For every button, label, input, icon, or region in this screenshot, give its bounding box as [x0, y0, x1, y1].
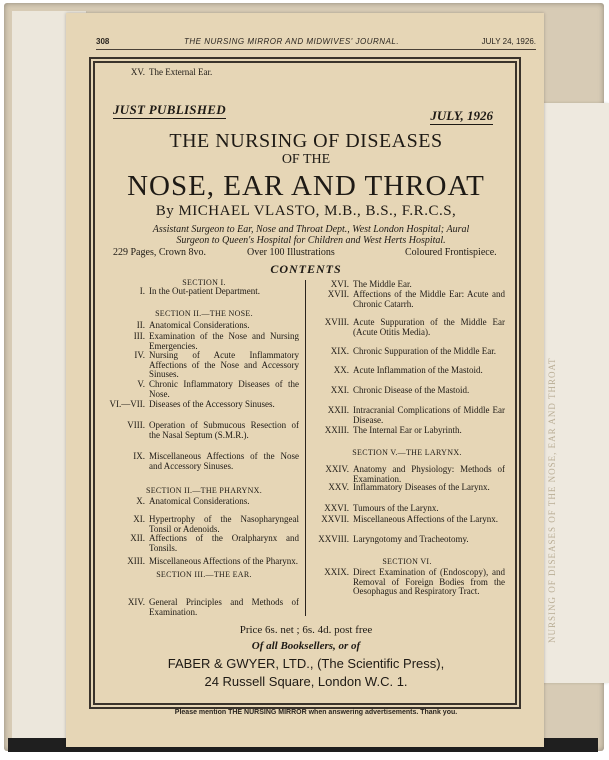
contents-entry	[309, 483, 505, 502]
contents-chapter-title: Intracranial Complications of Middle Ear Disease.	[353, 405, 505, 425]
contents-chapter-title: Inflammatory Diseases of the Larynx.	[353, 482, 490, 492]
contents-entry	[109, 68, 299, 78]
contents-entry	[109, 452, 299, 481]
contents-heading: CONTENTS	[270, 262, 342, 276]
contents-chapter-title: Nursing of Acute Inflammatory Affections of the Nose and Accessory Sinuses.	[149, 350, 299, 380]
contents-section-heading: SECTION VI.	[382, 557, 432, 566]
contents-section-heading: SECTION II.—THE NOSE.	[155, 309, 253, 318]
contents-chapter-number: I.	[139, 286, 145, 296]
side-slip	[537, 103, 609, 683]
contents-entry	[109, 287, 299, 306]
contents-section-heading: SECTION II.—THE PHARYNX.	[145, 486, 263, 495]
contents-chapter-title: Miscellaneous Affections of the Nose and Accessory Sinuses.	[149, 451, 299, 471]
contents-chapter-number: XXIII.	[324, 425, 349, 435]
contents-entry	[309, 406, 505, 425]
contents-chapter-title: Chronic Inflammatory Diseases of the Nose.	[149, 379, 299, 399]
author-description-line-2: Surgeon to Queen's Hospital for Children and West Herts Hospital.	[176, 235, 446, 246]
contents-chapter-title: Hypertrophy of the Nasopharyngeal Tonsil or Adenoids.	[149, 514, 299, 534]
page-number: 308	[96, 37, 110, 46]
contents-chapter-title: Miscellaneous Affections of the Pharynx.	[149, 556, 299, 566]
journal-date: JULY 24, 1926.	[481, 37, 536, 46]
contents-chapter-number: III.	[133, 331, 145, 341]
contents-entry	[109, 332, 299, 351]
contents-chapter-title: The Internal Ear or Labyrinth.	[353, 425, 462, 435]
advertisement-clipping	[66, 13, 544, 747]
contents-chapter-title: Diseases of the Accessory Sinuses.	[149, 399, 275, 409]
contents-chapter-title: In the Out-patient Department.	[149, 286, 260, 296]
contents-chapter-title: Affections of the Middle Ear: Acute and Chronic Catarrh.	[353, 289, 505, 309]
contents-entry	[109, 321, 299, 331]
contents-chapter-number: XXII.	[327, 405, 349, 415]
contents-entry	[109, 421, 299, 450]
contents-chapter-title: Affections of the Oralpharynx and Tonsils.	[149, 533, 299, 553]
contents-chapter-title: The External Ear.	[149, 67, 213, 77]
contents-entry	[109, 515, 299, 534]
contents-section-heading: SECTION III.—THE EAR.	[156, 570, 252, 579]
contents-section-heading: SECTION V.—THE LARYNX.	[352, 448, 462, 457]
contents-chapter-title: Anatomical Considerations.	[149, 320, 250, 330]
contents-chapter-number: XXI.	[330, 385, 349, 395]
contents-entry	[109, 598, 299, 617]
contents-chapter-number: IV.	[134, 350, 145, 360]
contents-chapter-number: XVI.	[330, 279, 349, 289]
contents-chapter-title: Acute Inflammation of the Mastoid.	[353, 365, 483, 375]
contents-chapter-title: Chronic Disease of the Mastoid.	[353, 385, 470, 395]
author-description	[141, 224, 481, 246]
contents-chapter-number: XXVII.	[321, 514, 349, 524]
contents-chapter-number: VI.—VII.	[109, 399, 145, 409]
contents-chapter-number: XV.	[130, 67, 145, 77]
contents-entry	[109, 534, 299, 553]
contents-chapter-number: II.	[136, 320, 145, 330]
column-divider	[305, 280, 306, 616]
contents-entry	[109, 380, 299, 399]
author-line: By MICHAEL VLASTO, M.B., B.S., F.R.C.S,	[155, 203, 457, 219]
contents-chapter-number: XVIII.	[324, 317, 349, 327]
contents-chapter-number: XI.	[133, 514, 145, 524]
contents-entry	[309, 386, 505, 405]
frontispiece-note: Coloured Frontispiece.	[405, 247, 497, 258]
contents-chapter-title: Miscellaneous Affections of the Larynx.	[353, 514, 499, 524]
contents-chapter-title: Direct Examination of (Endoscopy), and Removal of Foreign Bodies from the Oesophagus and Respiratory Tract.	[353, 567, 505, 597]
contents-chapter-number: XXVIII.	[318, 534, 349, 544]
contents-chapter-number: VIII.	[127, 420, 145, 430]
just-published-label: JUST PUBLISHED	[113, 102, 226, 117]
contents-entry	[309, 426, 505, 445]
booksellers-line: Of all Booksellers, or of	[251, 640, 361, 652]
contents-chapter-title: General Principles and Methods of Examination.	[149, 597, 299, 617]
contents-chapter-title: The Middle Ear.	[353, 279, 412, 289]
book-title-line-1: THE NURSING OF DISEASES	[169, 130, 443, 152]
publisher-name: FABER & GWYER, LTD., (The Scientific Press),	[167, 656, 445, 671]
side-slip-text: NURSING OF DISEASES OF THE NOSE, EAR AND THROAT	[547, 357, 557, 643]
contents-entry	[309, 568, 505, 616]
contents-chapter-number: XII.	[130, 533, 145, 543]
book-title-line-2: OF THE	[281, 152, 331, 167]
page-count: 229 Pages, Crown 8vo.	[113, 247, 207, 258]
contents-chapter-number: X.	[136, 496, 145, 506]
contents-entry	[109, 351, 299, 380]
header-rule	[96, 49, 536, 50]
contents-entry	[309, 290, 505, 319]
contents-chapter-title: Laryngotomy and Tracheotomy.	[353, 534, 469, 544]
illustration-count: Over 100 Illustrations	[247, 247, 335, 258]
price-line: Price 6s. net ; 6s. 4d. post free	[239, 624, 373, 636]
contents-chapter-number: XXV.	[328, 482, 349, 492]
contents-chapter-number: IX.	[133, 451, 145, 461]
contents-entry	[309, 366, 505, 385]
contents-chapter-title: Acute Suppuration of the Middle Ear (Acute Otitis Media).	[353, 317, 505, 337]
contents-chapter-number: XVII.	[327, 289, 349, 299]
contents-chapter-number: V.	[137, 379, 145, 389]
book-title-line-3: NOSE, EAR AND THROAT	[127, 170, 485, 202]
publisher-address: 24 Russell Square, London W.C. 1.	[204, 674, 408, 689]
contents-chapter-title: Operation of Submucous Resection of the Nasal Septum (S.M.R.).	[149, 420, 299, 440]
contents-chapter-number: XIV.	[127, 597, 145, 607]
contents-chapter-number: XIX.	[330, 346, 349, 356]
ad-content	[101, 68, 511, 700]
contents-entry	[109, 400, 299, 419]
contents-chapter-number: XX.	[333, 365, 349, 375]
contents-chapter-number: XXIX.	[324, 567, 349, 577]
contents-chapter-title: Anatomical Considerations.	[149, 496, 250, 506]
journal-title: THE NURSING MIRROR AND MIDWIVES' JOURNAL.	[184, 37, 400, 46]
contents-entry	[109, 497, 299, 507]
contents-entry	[309, 515, 505, 534]
publication-month: JULY, 1926	[430, 108, 493, 123]
contents-entry	[309, 318, 505, 347]
contents-section-heading: SECTION I.	[182, 278, 226, 287]
contents-chapter-number: XXVI.	[324, 503, 349, 513]
contents-entry	[309, 535, 505, 554]
contents-chapter-title: Chronic Suppuration of the Middle Ear.	[353, 346, 496, 356]
contents-chapter-number: XXIV.	[325, 464, 349, 474]
contents-chapter-title: Anatomy and Physiology: Methods of Examination.	[353, 464, 505, 484]
contents-chapter-title: Tumours of the Larynx.	[353, 503, 439, 513]
contents-entry	[309, 347, 505, 366]
contents-chapter-title: Examination of the Nose and Nursing Emergencies.	[149, 331, 299, 351]
contents-entry	[309, 504, 505, 514]
author-description-line-1: Assistant Surgeon to Ear, Nose and Throat Dept., West London Hospital; Aural	[152, 224, 470, 235]
footer-note: Please mention THE NURSING MIRROR when answering advertisements. Thank you.	[174, 709, 458, 716]
contents-chapter-number: XIII.	[127, 556, 145, 566]
